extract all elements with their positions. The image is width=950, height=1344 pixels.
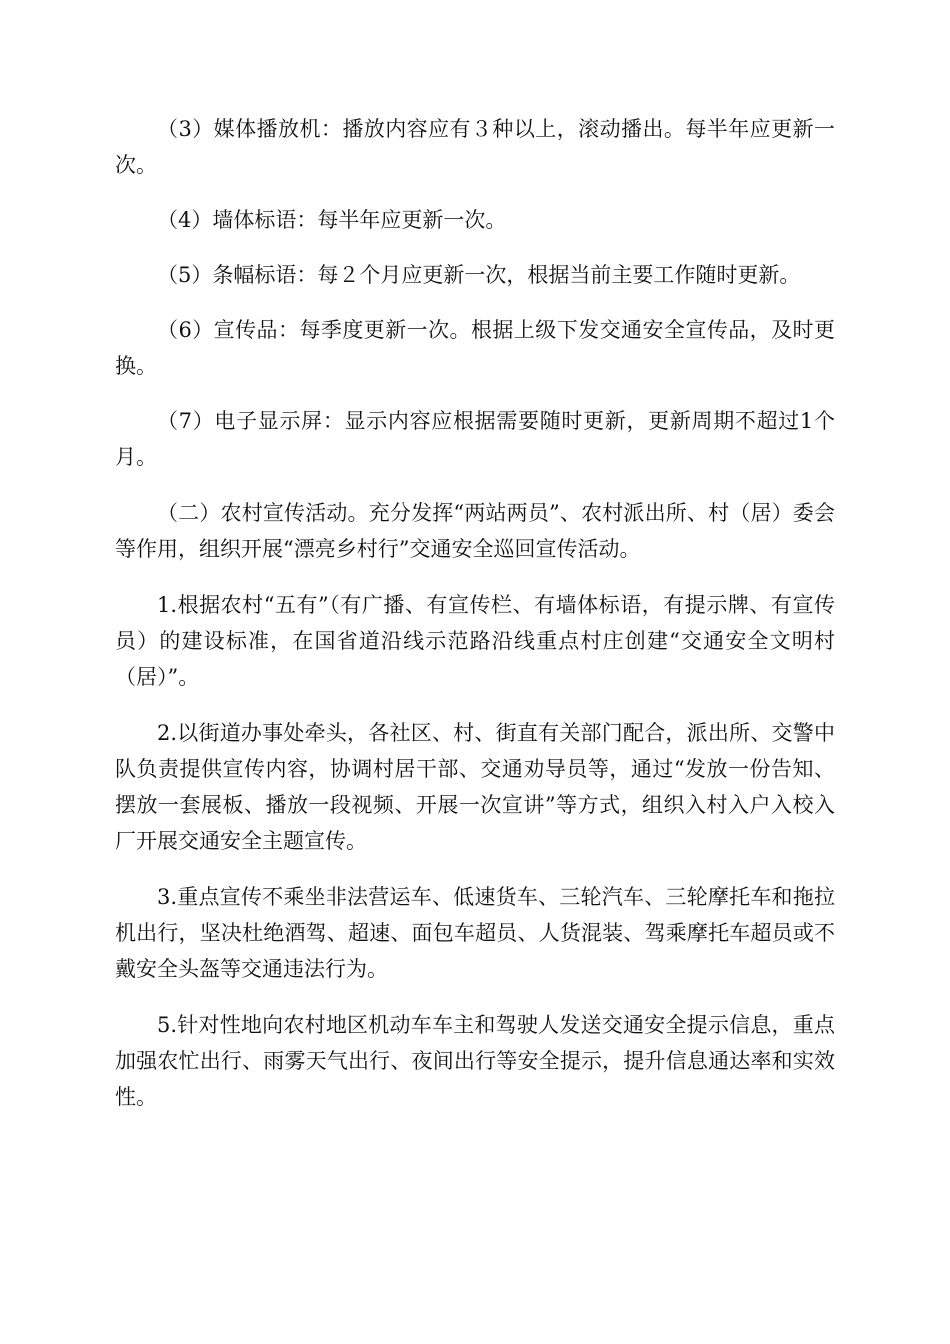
paragraph-item-5: 5.针对性地向农村地区机动车车主和驾驶人发送交通安全提示信息，重点加强农忙出行、雨雾天气出行、夜间出行等安全提示，提升信息通达率和实效性。 bbox=[115, 1013, 835, 1109]
paragraph-item-1: 1.根据农村“五有”（有广播、有宣传栏、有墙体标语，有提示牌、有宣传员）的建设标准，在国省道沿线示范路沿线重点村庄创建“交通安全文明村（居）”。 bbox=[115, 593, 835, 689]
paragraph-electronic-display: （7）电子显示屏：显示内容应根据需要随时更新，更新周期不超过1个月。 bbox=[115, 409, 835, 469]
paragraph-item-3: 3.重点宣传不乘坐非法营运车、低速货车、三轮汽车、三轮摩托车和拖拉机出行，坚决杜绝酒驾、超速、面包车超员、人货混装、驾乘摩托车超员或不戴安全头盔等交通违法行为。 bbox=[115, 885, 835, 981]
paragraph-item-2: 2.以街道办事处牵头，各社区、村、街直有关部门配合，派出所、交警中队负责提供宣传内容，协调村居干部、交通劝导员等，通过“发放一份告知、摆放一套展板、播放一段视频、开展一次宣讲”等方式，组织入村入户入校入厂开展交通安全主题宣传。 bbox=[115, 721, 835, 853]
paragraph-wall-slogan: （4）墙体标语：每半年应更新一次。 bbox=[157, 208, 507, 232]
paragraph-rural-activity: （二）农村宣传活动。充分发挥“两站两员”、农村派出所、村（居）委会等作用，组织开展“漂亮乡村行”交通安全巡回宣传活动。 bbox=[115, 501, 835, 561]
paragraph-media-player: （3）媒体播放机：播放内容应有３种以上，滚动播出。每半年应更新一次。 bbox=[115, 117, 835, 177]
paragraph-banner-slogan: （5）条幅标语：每２个月应更新一次，根据当前主要工作随时更新。 bbox=[157, 263, 801, 287]
paragraph-promo-materials: （6）宣传品：每季度更新一次。根据上级下发交通安全宣传品，及时更换。 bbox=[115, 318, 835, 378]
